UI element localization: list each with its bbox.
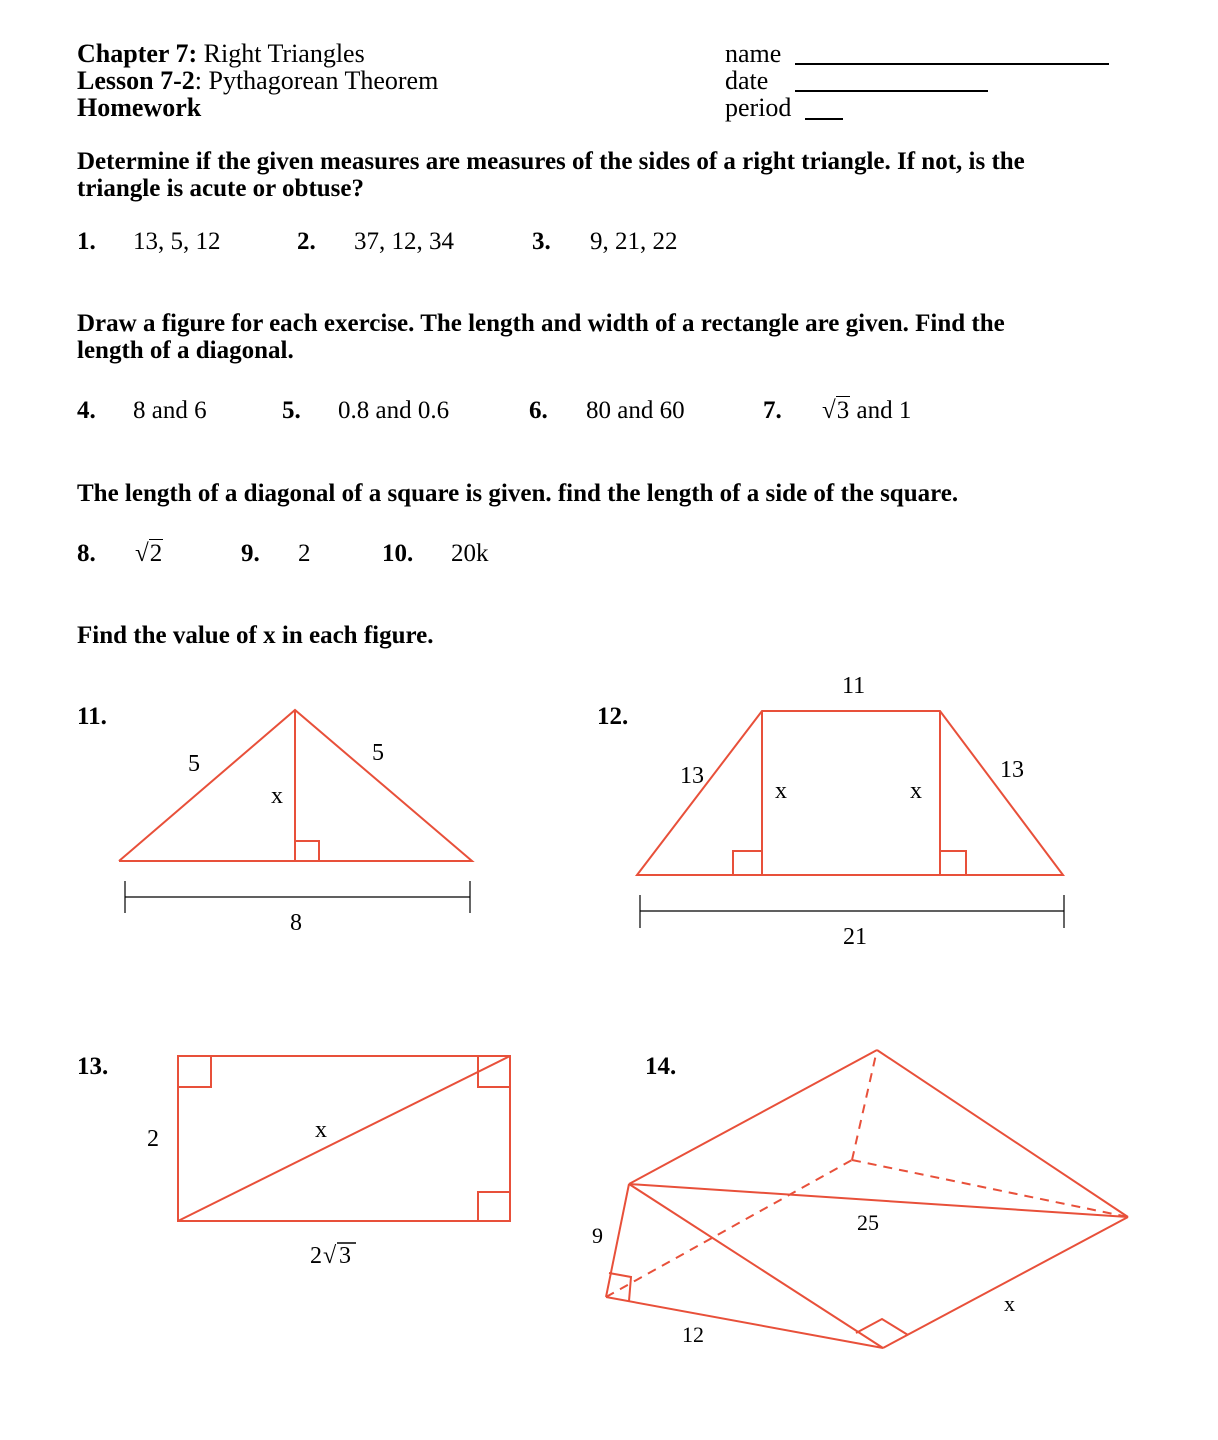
figure-12-label: 12. (597, 703, 629, 730)
problem-10: 10. (382, 540, 414, 567)
fig13-width-radicand-label: 3 (339, 1243, 351, 1269)
date-label: date (725, 66, 769, 95)
figure-11-base-dimension (125, 881, 470, 913)
figure-11-label: 11. (77, 703, 107, 730)
problem-4: 4. (77, 397, 96, 424)
fig14-height-label: 9 (592, 1223, 603, 1248)
fig13-height-label: 2 (147, 1126, 159, 1152)
fig14-diagonal-label: 25 (857, 1210, 879, 1235)
fig12-height2-label: x (910, 778, 922, 804)
figure-13-label: 13. (77, 1053, 109, 1080)
fig14-width-label: x (1004, 1291, 1015, 1316)
problem-2-text: 37, 12, 34 (354, 228, 454, 255)
problem-3: 3. (532, 228, 551, 255)
fig12-left-leg-label: 13 (680, 763, 704, 789)
fig13-diagonal-label: x (315, 1117, 327, 1143)
fig11-base-label: 8 (290, 910, 302, 936)
problem-2: 2. (297, 228, 316, 255)
section2-instructions-line2: length of a diagonal. (77, 337, 294, 364)
problem-9-text: 2 (298, 540, 311, 567)
problem-9: 9. (241, 540, 260, 567)
problem-4-text: 8 and 6 (133, 397, 207, 424)
homework-heading: Homework (77, 93, 202, 122)
fig11-right-side-label: 5 (372, 740, 384, 766)
problem-3-text: 9, 21, 22 (590, 228, 678, 255)
fig11-height-label: x (271, 783, 283, 809)
fig12-height1-label: x (775, 778, 787, 804)
section1-instructions-line1: Determine if the given measures are measures of the sides of a right triangle. If not, is the (77, 148, 1025, 175)
problem-8: 8. (77, 540, 96, 567)
fig11-left-side-label: 5 (188, 751, 200, 777)
sqrt-3: √3 (822, 397, 850, 424)
fig13-sqrt-sign: √ (323, 1243, 337, 1269)
fig12-top-label: 11 (842, 673, 866, 699)
problem-5-text: 0.8 and 0.6 (338, 397, 450, 424)
fig14-length-label: 12 (682, 1322, 704, 1347)
fig13-width-coef-label: 2 (310, 1243, 322, 1269)
problem-6: 6. (529, 397, 548, 424)
figure-12-trapezoid (637, 711, 1063, 875)
problem-7: 7. (763, 397, 782, 424)
figure-11-triangle (119, 710, 472, 861)
section4-instructions: Find the value of x in each figure. (77, 622, 434, 649)
fig12-right-leg-label: 13 (1000, 757, 1024, 783)
problem-6-text: 80 and 60 (586, 397, 685, 424)
lesson-heading: Lesson 7-2: Pythagorean Theorem (77, 66, 439, 95)
fig12-base-label: 21 (843, 924, 867, 950)
name-label: name (725, 39, 782, 68)
problem-1: 1. (77, 228, 96, 255)
problem-10-text: 20k (451, 540, 489, 567)
problem-7-text: √3 and 1 (822, 397, 912, 424)
section2-instructions-line1: Draw a figure for each exercise. The length and width of a rectangle are given. Find the (77, 310, 1005, 337)
figure-14-label: 14. (645, 1053, 677, 1080)
chapter-heading: Chapter 7: Right Triangles (77, 39, 365, 68)
sqrt-2: √2 (135, 540, 163, 567)
figure-13-rectangle (178, 1056, 510, 1221)
section1-instructions-line2: triangle is acute or obtuse? (77, 175, 365, 202)
problem-1-text: 13, 5, 12 (133, 228, 221, 255)
section3-instructions: The length of a diagonal of a square is given. find the length of a side of the square. (77, 480, 959, 507)
problem-5: 5. (282, 397, 301, 424)
period-label: period (725, 93, 792, 122)
